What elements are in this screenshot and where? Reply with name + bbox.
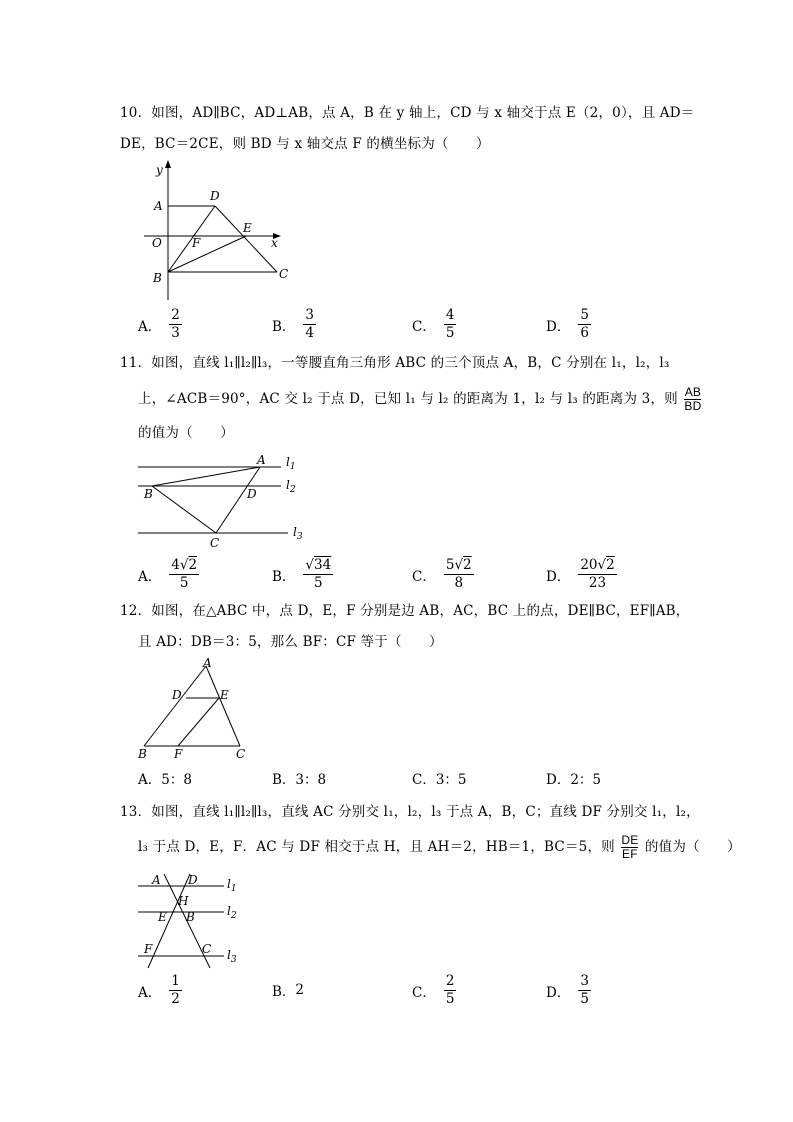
q10-label-C: C bbox=[279, 267, 289, 281]
q13-label-l2: $l_2$ bbox=[227, 904, 237, 921]
q13-label-B: B bbox=[186, 910, 195, 924]
q10-label-D: D bbox=[210, 189, 220, 203]
q12-line1: 12．如图，在△ABC 中，点 D，E，F 分别是边 AB，AC，BC 上的点，DE∥BC，EF∥AB， bbox=[120, 603, 690, 619]
q10-option-b[interactable]: B． $\frac{3}{4}$ bbox=[272, 307, 315, 341]
q12-label-F: F bbox=[174, 747, 183, 761]
q12-line2: 且 AD：DB＝3：5，那么 BF：CF 等于（ ） bbox=[138, 634, 443, 650]
q10-figure bbox=[140, 158, 300, 308]
q11-line3: 的值为（ ） bbox=[138, 425, 234, 441]
q11-line1: 11．如图，直线 l₁∥l₂∥l₃，一等腰直角三角形 ABC 的三个顶点 A，B，C 分别在 l₁，l₂，l₃ bbox=[120, 355, 670, 371]
q13-line2: l₃ 于点 D，E，F．AC 与 DF 相交于点 H，且 AH＝2，HB＝1，BC＝5，则 $\frac{DE}{EF}$ 的值为（ ） bbox=[138, 833, 741, 861]
q13-ratio: $\frac{DE}{EF}$ bbox=[621, 833, 639, 861]
q11-label-l3: $l_3$ bbox=[293, 525, 303, 542]
q13-label-H: H bbox=[178, 894, 189, 908]
q10-option-a[interactable]: A． $\frac{2}{3}$ bbox=[138, 307, 180, 341]
q13-option-c[interactable]: C． $\frac{2}{5}$ bbox=[412, 973, 455, 1007]
q12-label-C: C bbox=[236, 747, 246, 761]
q12-option-a[interactable]: A． 5：8 bbox=[138, 772, 192, 788]
q13-label-A: A bbox=[152, 873, 161, 887]
q13-label-E: E bbox=[158, 910, 167, 924]
q11-label-B: B bbox=[144, 487, 153, 501]
q13-label-l1: $l_1$ bbox=[227, 877, 237, 894]
q13-figure bbox=[136, 868, 256, 978]
q12-label-B: B bbox=[138, 747, 147, 761]
q10-line2: DE，BC＝2CE，则 BD 与 x 轴交点 F 的横坐标为（ ） bbox=[120, 136, 490, 152]
q10-option-d[interactable]: D． $\frac{5}{6}$ bbox=[546, 307, 589, 341]
q13-label-l3: $l_3$ bbox=[227, 948, 237, 965]
q13-option-a[interactable]: A． $\frac{1}{2}$ bbox=[138, 973, 180, 1007]
q10-label-E: E bbox=[243, 221, 252, 235]
q11-option-d[interactable]: D． $\frac{20√2}{23}$ bbox=[546, 557, 615, 591]
q10-label-F: F bbox=[192, 236, 201, 250]
q12-label-D: D bbox=[172, 688, 182, 702]
q11-label-l2: $l_2$ bbox=[286, 478, 296, 495]
q11-option-b[interactable]: B． $\frac{√34}{5}$ bbox=[272, 557, 332, 591]
q11-label-D: D bbox=[247, 487, 257, 501]
q11-figure bbox=[136, 452, 316, 552]
q12-option-b[interactable]: B． 3：8 bbox=[272, 772, 327, 788]
q12-label-E: E bbox=[220, 688, 229, 702]
q11-line2: 上，∠ACB＝90°，AC 交 l₂ 于点 D，已知 l₁ 与 l₂ 的距离为 1，l₂ 与 l₃ 的距离为 3，则 $\frac{AB}{BD}$ bbox=[138, 385, 702, 413]
q10-label-x: x bbox=[271, 236, 278, 250]
q11-option-a[interactable]: A． $\frac{4√2}{5}$ bbox=[138, 557, 198, 591]
q11-option-c[interactable]: C． $\frac{5√2}{8}$ bbox=[412, 557, 472, 591]
q13-label-D: D bbox=[188, 873, 198, 887]
q11-label-l1: $l_1$ bbox=[286, 455, 296, 472]
q13-option-d[interactable]: D． $\frac{3}{5}$ bbox=[546, 973, 589, 1007]
q13-label-F: F bbox=[144, 942, 153, 956]
q10-label-B: B bbox=[153, 271, 162, 285]
q11-ratio: $\frac{AB}{BD}$ bbox=[684, 385, 702, 413]
q10-line1: 10．如图，AD∥BC，AD⊥AB，点 A，B 在 y 轴上，CD 与 x 轴交于点 E（2，0），且 AD＝ bbox=[120, 105, 695, 121]
q13-option-b[interactable]: B． 2 bbox=[272, 982, 305, 1000]
q12-label-A: A bbox=[203, 656, 212, 670]
q13-line1: 13．如图，直线 l₁∥l₂∥l₃，直线 AC 分别交 l₁，l₂，l₃ 于点 A，B，C；直线 DF 分别交 l₁，l₂， bbox=[120, 804, 700, 820]
q10-label-A: A bbox=[154, 199, 163, 213]
q10-option-c[interactable]: C． $\frac{4}{5}$ bbox=[412, 307, 455, 341]
q10-label-y: y bbox=[156, 163, 163, 177]
q11-label-C: C bbox=[210, 536, 220, 550]
q10-label-O: O bbox=[152, 236, 162, 250]
q12-figure bbox=[136, 656, 256, 766]
q12-option-d[interactable]: D． 2：5 bbox=[546, 772, 602, 788]
q12-option-c[interactable]: C． 3：5 bbox=[412, 772, 467, 788]
q13-label-C: C bbox=[202, 942, 212, 956]
q11-label-A: A bbox=[257, 453, 266, 467]
